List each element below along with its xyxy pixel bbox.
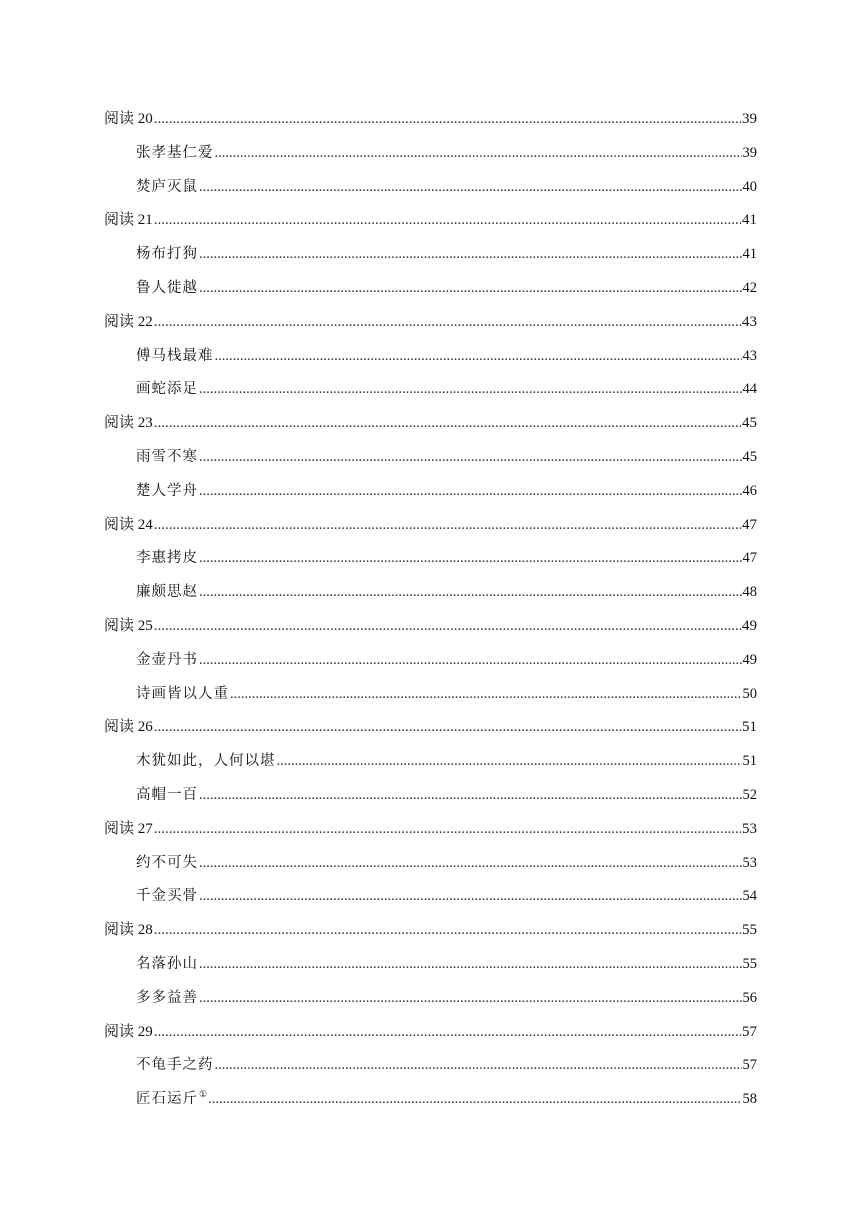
toc-entry[interactable] <box>104 142 757 176</box>
toc-entry-label <box>136 1088 207 1110</box>
toc-leader-dots <box>154 1021 741 1043</box>
toc-entry-label: 廉颇思赵 <box>136 584 198 601</box>
toc-entry[interactable] <box>104 412 757 446</box>
toc-entry-page: 45 <box>742 448 757 465</box>
toc-entry-page: 54 <box>742 888 757 905</box>
toc-leader-dots <box>277 750 742 772</box>
toc-entry-label: 雨雪不寒 <box>136 448 198 465</box>
toc-entry-page: 58 <box>742 1091 757 1108</box>
toc-leader-dots <box>154 615 741 637</box>
toc-entry-page: 49 <box>742 617 757 634</box>
toc-leader-dots <box>154 919 741 941</box>
toc-entry[interactable] <box>104 784 757 818</box>
toc-entry-label: 阅读 26 <box>104 719 153 736</box>
toc-entry-page: 56 <box>742 989 757 1006</box>
toc-entry-page: 55 <box>742 922 757 939</box>
toc-leader-dots <box>215 142 742 164</box>
toc-entry-page: 51 <box>742 753 757 770</box>
toc-entry-page: 53 <box>742 820 757 837</box>
toc-entry-label: 鲁人徙越 <box>136 279 198 296</box>
toc-entry-label: 金壶丹书 <box>136 651 198 668</box>
toc-entry-page: 41 <box>742 246 757 263</box>
toc-entry-page: 52 <box>742 786 757 803</box>
toc-entry-page: 43 <box>742 313 757 330</box>
toc-entry-page: 57 <box>742 1023 757 1040</box>
toc-entry[interactable] <box>104 581 757 615</box>
toc-leader-dots <box>199 277 742 299</box>
toc-leader-dots <box>199 885 742 907</box>
toc-leader-dots <box>215 1054 742 1076</box>
toc-leader-dots <box>154 311 741 333</box>
toc-entry-label: 高帽一百 <box>136 786 198 803</box>
toc-entry[interactable] <box>104 209 757 243</box>
toc-leader-dots <box>199 176 742 198</box>
toc-leader-dots <box>154 209 741 231</box>
toc-leader-dots <box>199 987 742 1009</box>
toc-entry-label: 杨布打狗 <box>136 246 198 263</box>
toc-entry[interactable] <box>104 1021 757 1055</box>
toc-entry-label: 约不可失 <box>136 854 198 871</box>
toc-entry[interactable] <box>104 1054 757 1088</box>
toc-leader-dots <box>230 683 742 705</box>
toc-entry-label: 阅读 27 <box>104 820 153 837</box>
toc-entry-page: 47 <box>742 516 757 533</box>
toc-leader-dots <box>215 345 742 367</box>
toc-entry-page: 50 <box>742 685 757 702</box>
toc-entry-page: 53 <box>742 854 757 871</box>
toc-entry-page: 49 <box>742 651 757 668</box>
toc-entry-label: 李惠拷皮 <box>136 550 198 567</box>
toc-entry[interactable] <box>104 514 757 548</box>
toc-leader-dots <box>154 716 741 738</box>
toc-entry[interactable] <box>104 852 757 886</box>
toc-entry[interactable] <box>104 615 757 649</box>
toc-entry-page: 40 <box>742 178 757 195</box>
toc-entry-page: 44 <box>742 381 757 398</box>
toc-entry-label: 张孝基仁爱 <box>136 144 214 161</box>
toc-leader-dots <box>199 953 742 975</box>
toc-entry-page: 46 <box>742 482 757 499</box>
toc-entry-label: 阅读 21 <box>104 212 153 229</box>
toc-entry[interactable] <box>104 311 757 345</box>
toc-entry[interactable] <box>104 1088 757 1122</box>
toc-entry[interactable] <box>104 919 757 953</box>
toc-entry[interactable] <box>104 108 757 142</box>
toc-entry-label: 名落孙山 <box>136 955 198 972</box>
toc-entry-label: 阅读 22 <box>104 313 153 330</box>
toc-entry[interactable] <box>104 683 757 717</box>
toc-entry-label: 阅读 23 <box>104 415 153 432</box>
toc-entry-label: 傅马栈最难 <box>136 347 214 364</box>
toc-leader-dots <box>208 1088 741 1110</box>
toc-entry-label: 多多益善 <box>136 989 198 1006</box>
toc-entry-label: 画蛇添足 <box>136 381 198 398</box>
toc-leader-dots <box>199 480 742 502</box>
toc-entry-page: 57 <box>742 1057 757 1074</box>
toc-entry[interactable] <box>104 750 757 784</box>
toc-entry-label-text: 匠石运斤 <box>136 1091 198 1108</box>
toc-entry[interactable] <box>104 885 757 919</box>
toc-entry-page: 45 <box>742 415 757 432</box>
toc-entry[interactable] <box>104 277 757 311</box>
toc-leader-dots <box>154 514 741 536</box>
toc-leader-dots <box>154 108 741 130</box>
toc-entry[interactable] <box>104 649 757 683</box>
toc-entry-page: 48 <box>742 584 757 601</box>
toc-leader-dots <box>199 852 742 874</box>
toc-entry[interactable] <box>104 953 757 987</box>
toc-entry[interactable] <box>104 243 757 277</box>
toc-entry-label: 阅读 28 <box>104 922 153 939</box>
toc-entry-label: 阅读 29 <box>104 1023 153 1040</box>
toc-entry-label: 阅读 24 <box>104 516 153 533</box>
toc-entry-page: 55 <box>742 955 757 972</box>
toc-entry[interactable] <box>104 176 757 210</box>
toc-entry[interactable] <box>104 345 757 379</box>
toc-entry-label: 千金买骨 <box>136 888 198 905</box>
toc-entry-label: 阅读 20 <box>104 111 153 127</box>
toc-entry-label: 不龟手之药 <box>136 1057 214 1074</box>
toc-entry-label: 诗画皆以人重 <box>136 685 229 702</box>
toc-entry-page: 41 <box>742 212 757 229</box>
toc-entry[interactable] <box>104 446 757 480</box>
toc-leader-dots <box>199 581 742 603</box>
toc-entry-label: 焚庐灭鼠 <box>136 178 198 195</box>
toc-leader-dots <box>154 818 741 840</box>
toc-entry-page: 47 <box>742 550 757 567</box>
toc-leader-dots <box>199 378 742 400</box>
toc-leader-dots <box>154 412 741 434</box>
toc-entry[interactable] <box>104 480 757 514</box>
toc-entry-page: 51 <box>742 719 757 736</box>
toc-leader-dots <box>199 243 742 265</box>
toc-entry[interactable] <box>104 547 757 581</box>
toc-leader-dots <box>199 547 742 569</box>
toc-entry[interactable] <box>104 716 757 750</box>
toc-entry[interactable] <box>104 818 757 852</box>
toc-entry-label: 楚人学舟 <box>136 482 198 499</box>
toc-entry[interactable] <box>104 987 757 1021</box>
toc-entry-page: 39 <box>742 111 757 127</box>
toc-entry[interactable] <box>104 378 757 412</box>
toc-entry-page: 42 <box>742 279 757 296</box>
table-of-contents <box>104 108 757 1122</box>
footnote-marker[interactable]: ① <box>199 1089 208 1100</box>
toc-leader-dots <box>199 446 742 468</box>
toc-entry-page: 43 <box>742 347 757 364</box>
toc-entry-label: 木犹如此，人何以堪 <box>136 753 276 770</box>
toc-entry-page: 39 <box>742 144 757 161</box>
toc-entry-label: 阅读 25 <box>104 617 153 634</box>
toc-leader-dots <box>199 784 742 806</box>
toc-leader-dots <box>199 649 742 671</box>
